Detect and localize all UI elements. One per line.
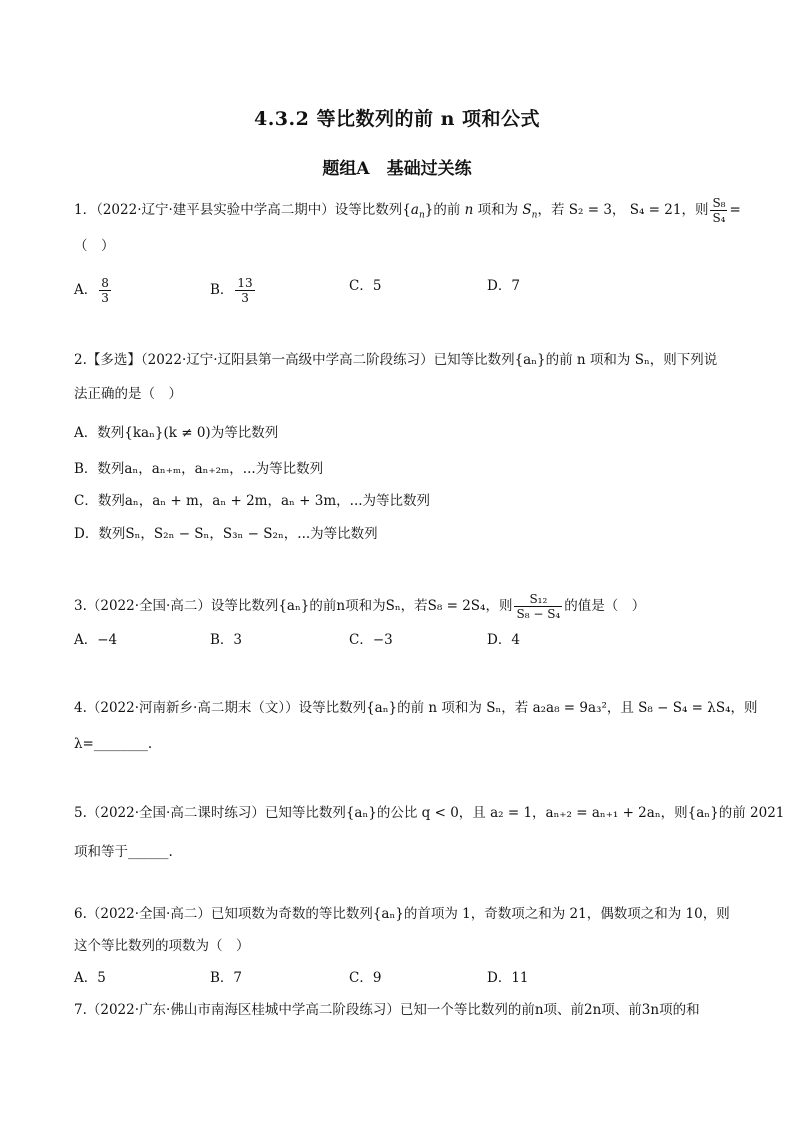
q3-option-a: A．−4: [74, 632, 118, 648]
q1-option-b: B． $\frac{13}{3}$: [210, 276, 253, 305]
question-4-stem: 4.（2022·河南新乡·高二期末（文））设等比数列{aₙ}的前 n 项和为 Sₙ，若 a₂a₈ = 9a₃²，且 S₈ − S₄ = λS₄，则: [74, 700, 758, 716]
q6-option-b: B．7: [210, 970, 243, 986]
page-title: 4.3.2 等比数列的前 n 项和公式: [253, 108, 541, 130]
question-5-stem: 5.（2022·全国·高二课时练习）已知等比数列{aₙ}的公比 q < 0，且 a₂ = 1，aₙ₊₂ = aₙ₊₁ + 2aₙ，则{aₙ}的前 2021: [74, 805, 785, 821]
ratio-fraction: $\frac{\text{S₈}}{\text{S₄}}$: [712, 196, 726, 225]
question-6-stem: 6.（2022·全国·高二）已知项数为奇数的等比数列{aₙ}的首项为 1，奇数项之和为 21，偶数项之和为 10，则: [74, 906, 730, 922]
question-6-stem-cont: 这个等比数列的项数为（ ）: [74, 938, 250, 954]
q3-option-c: C．−3: [349, 632, 393, 648]
q1-option-c: C．5: [349, 278, 382, 294]
q2-option-d: D．数列Sₙ，S₂ₙ − Sₙ，S₃ₙ − S₂ₙ，...为等比数列: [74, 526, 378, 542]
q6-option-a: A．5: [74, 970, 106, 986]
section-subtitle: 题组A 基础过关练: [322, 159, 472, 179]
q6-option-d: D．11: [487, 970, 529, 986]
q6-option-c: C．9: [349, 970, 382, 986]
q3-fraction: $\frac{\text{S₁₂}}{\text{S₈ − S₄}}$: [516, 592, 561, 621]
q1-option-d: D．7: [487, 278, 520, 294]
s2-condition: S₂ = 3: [568, 202, 612, 218]
s4-condition: S₄ = 21: [629, 202, 682, 218]
question-1-bracket: （ ）: [74, 238, 115, 254]
question-7-stem: 7.（2022·广东·佛山市南海区桂城中学高二阶段练习）已知一个等比数列的前n项、前2n项、前3n项的和: [74, 1002, 700, 1018]
q3-option-b: B．3: [210, 632, 243, 648]
question-4-blank: λ=________.: [74, 736, 153, 752]
question-2-stem: 2.【多选】（2022·辽宁·辽阳县第一高级中学高二阶段练习）已知等比数列{aₙ}的前 n 项和为 Sₙ，则下列说: [74, 352, 718, 368]
q3-option-d: D．4: [487, 632, 520, 648]
question-5-blank: 项和等于______.: [74, 844, 173, 860]
question-3-stem: 3.（2022·全国·高二）设等比数列{aₙ}的前n项和为Sₙ，若S₈ = 2S₄，则 $\frac{\text{S₁₂}}{\text{S₈ − S₄}}$ 的值是（ ）: [74, 592, 646, 621]
q2-option-c: C．数列aₙ，aₙ + m，aₙ + 2m，aₙ + 3m，...为等比数列: [74, 493, 431, 509]
q2-option-a: A．数列{kaₙ}(k ≠ 0)为等比数列: [74, 425, 279, 441]
q2-option-b: B．数列aₙ，aₙ₊ₘ，aₙ₊₂ₘ，...为等比数列: [74, 461, 324, 477]
q1-option-a: A． $\frac{8}{3}$: [74, 276, 109, 305]
question-1-stem: 1．（2022·辽宁·建平县实验中学高二期中）设等比数列$\{a_n\}$的前 n 项和为 $S_n$，若 S₂ = 3， S₄ = 21，则 $\frac{\text{S₈}}{\text{S₄}}$ =: [74, 196, 741, 225]
question-2-stem-cont: 法正确的是（ ）: [74, 386, 182, 402]
